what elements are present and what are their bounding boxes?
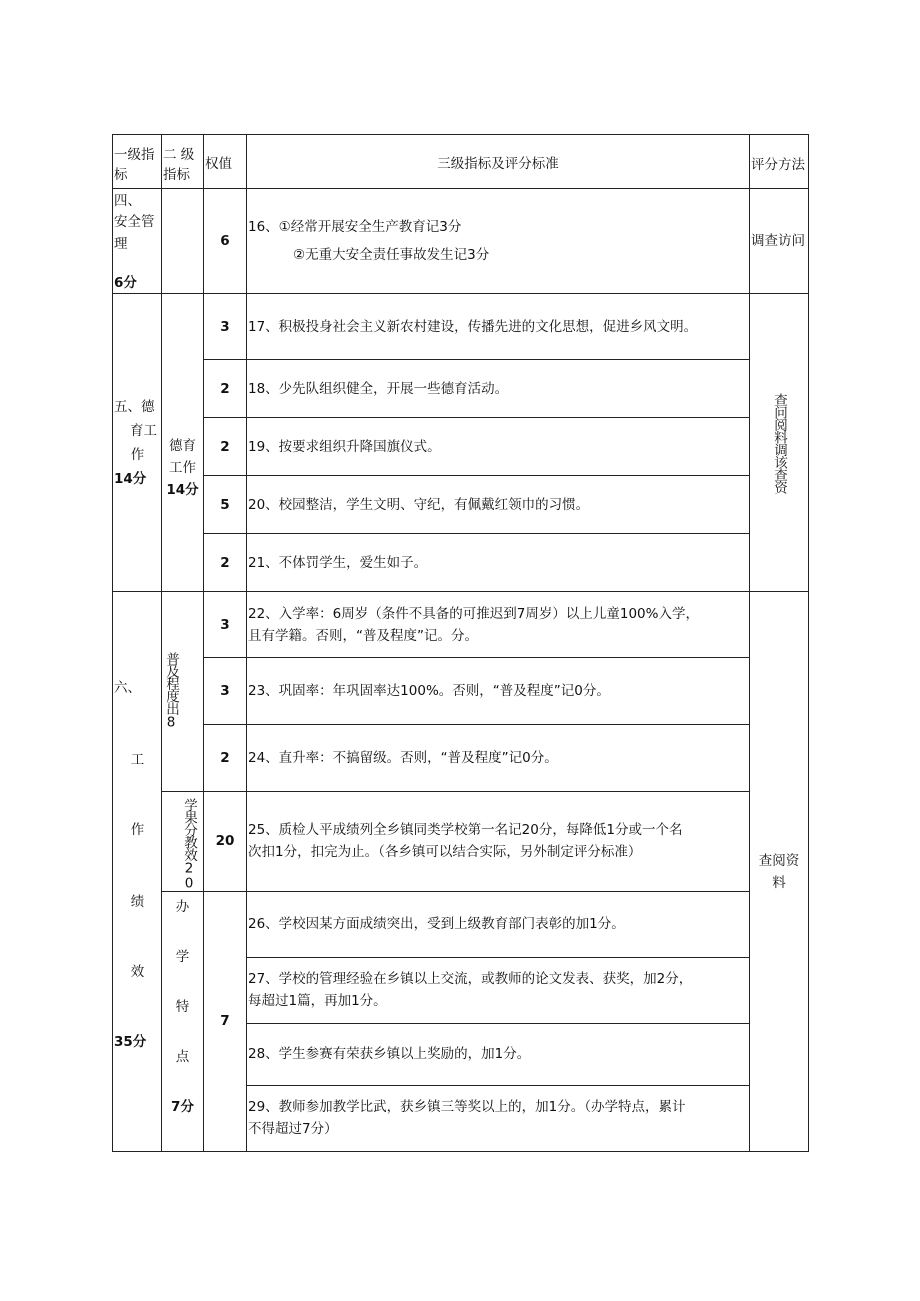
s5-row-19	[113, 418, 809, 476]
s5-criteria-20: 20、校园整洁，学生文明、守纪，有佩戴红领巾的习惯。	[247, 476, 750, 534]
s6-xx-label: 学果分教效20	[162, 791, 204, 891]
s4-method: 调查访问	[750, 189, 809, 294]
s6-criteria-29: 29、教师参加教学比武，获乡镇三等奖以上的，加1分。（办学特点，累计 不得超过7分）	[247, 1085, 750, 1151]
s6-row-22	[113, 592, 809, 658]
s5-criteria-21: 21、不体罚学生，爱生如子。	[247, 534, 750, 592]
s4-level1: 四、 安全管理 6分	[113, 189, 162, 294]
s5-row-17	[113, 294, 809, 360]
s5-weight-21: 2	[204, 534, 247, 592]
s6-criteria-26: 26、学校因某方面成绩突出，受到上级教育部门表彰的加1分。	[247, 891, 750, 957]
s5-criteria-18: 18、少先队组织健全，开展一些德育活动。	[247, 360, 750, 418]
s5-weight-18: 2	[204, 360, 247, 418]
s5-weight-19: 2	[204, 418, 247, 476]
s6-bx-weight: 7	[204, 891, 247, 1151]
s6-row-26	[113, 891, 809, 957]
s5-criteria-17: 17、积极投身社会主义新农村建设，传播先进的文化思想，促进乡风文明。	[247, 294, 750, 360]
s4-criteria: 16、①经常开展安全生产教育记3分 ②无重大安全责任事故发生记3分	[247, 189, 750, 294]
s6-weight-23: 3	[204, 658, 247, 724]
s6-criteria-28: 28、学生参赛有荣获乡镇以上奖励的，加1分。	[247, 1023, 750, 1085]
s4-weight: 6	[204, 189, 247, 294]
header-criteria: 三级指标及评分标准	[247, 135, 750, 189]
s5-method: 查问阅料调该查资	[750, 294, 809, 592]
s6-criteria-23: 23、巩固率：年巩固率达100%。否则，“普及程度”记0分。	[247, 658, 750, 724]
s5-level1: 五、德 育工 作 14分	[113, 294, 162, 592]
s6-weight-22: 3	[204, 592, 247, 658]
evaluation-table	[112, 134, 809, 1152]
s5-level2: 德育 工作 14分	[162, 294, 204, 592]
s5-weight-17: 3	[204, 294, 247, 360]
header-level1: 一级指标	[113, 135, 162, 189]
section4-row	[113, 189, 809, 294]
header-level2: 二 级指标	[162, 135, 204, 189]
s6-level1: 六、 工 作 绩 效 35分	[113, 592, 162, 1152]
s6-criteria-24: 24、直升率：不搞留级。否则，“普及程度”记0分。	[247, 724, 750, 791]
s5-row-18	[113, 360, 809, 418]
header-method: 评分方法	[750, 135, 809, 189]
header-weight: 权值	[204, 135, 247, 189]
s6-row-24	[113, 724, 809, 791]
s6-bx-label: 办 学 特 点 7分	[162, 891, 204, 1151]
s6-pj-label: 普及程度出8	[162, 592, 204, 791]
s6-weight-25: 20	[204, 791, 247, 891]
s6-row-25	[113, 791, 809, 891]
s5-weight-20: 5	[204, 476, 247, 534]
s6-row-23	[113, 658, 809, 724]
s5-criteria-19: 19、按要求组织升降国旗仪式。	[247, 418, 750, 476]
header-row	[113, 135, 809, 189]
s6-criteria-22: 22、入学率：6周岁（条件不具备的可推迟到7周岁）以上儿童100%入学， 且有学籍。否则，“普及程度”记。分。	[247, 592, 750, 658]
s5-row-21	[113, 534, 809, 592]
s4-level2	[162, 189, 204, 294]
s6-weight-24: 2	[204, 724, 247, 791]
s6-method: 查阅资料	[750, 592, 809, 1152]
s6-criteria-25: 25、质检人平成绩列全乡镇同类学校第一名记20分，每降低1分或一个名 次扣1分，扣完为止。（各乡镇可以结合实际，另外制定评分标准）	[247, 791, 750, 891]
s5-row-20	[113, 476, 809, 534]
s6-criteria-27: 27、学校的管理经验在乡镇以上交流，或教师的论文发表、获奖，加2分， 每超过1篇，再加1分。	[247, 957, 750, 1023]
